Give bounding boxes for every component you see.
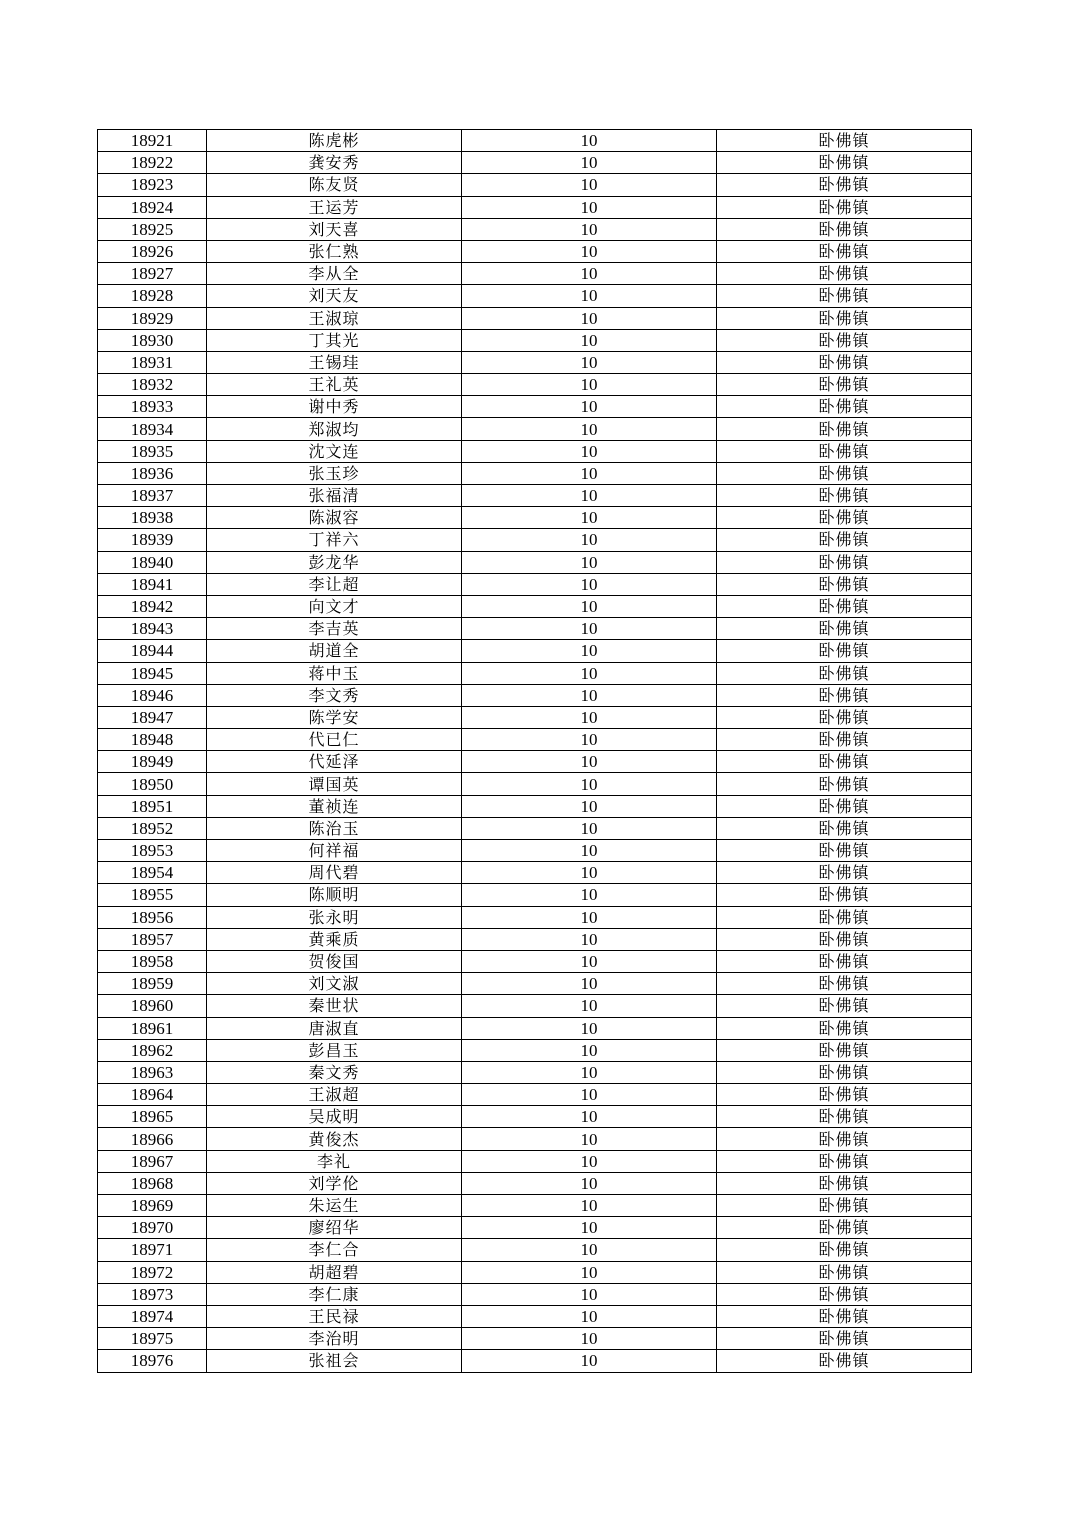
amount-cell: 10 xyxy=(462,1061,717,1083)
table-row xyxy=(98,1039,972,1061)
town-cell: 卧佛镇 xyxy=(717,351,972,373)
amount-cell: 10 xyxy=(462,840,717,862)
table-row xyxy=(98,130,972,152)
table-row xyxy=(98,1195,972,1217)
table-row xyxy=(98,1061,972,1083)
amount-cell: 10 xyxy=(462,928,717,950)
name-cell: 张福清 xyxy=(207,485,462,507)
town-cell: 卧佛镇 xyxy=(717,1195,972,1217)
table-row xyxy=(98,263,972,285)
amount-cell: 10 xyxy=(462,1261,717,1283)
town-cell: 卧佛镇 xyxy=(717,285,972,307)
name-cell: 陈友贤 xyxy=(207,174,462,196)
town-cell: 卧佛镇 xyxy=(717,595,972,617)
town-cell: 卧佛镇 xyxy=(717,573,972,595)
row-number-cell: 18928 xyxy=(98,285,207,307)
table-row xyxy=(98,640,972,662)
town-cell: 卧佛镇 xyxy=(717,1061,972,1083)
name-cell: 沈文连 xyxy=(207,440,462,462)
name-cell: 朱运生 xyxy=(207,1195,462,1217)
row-number-cell: 18946 xyxy=(98,684,207,706)
row-number-cell: 18970 xyxy=(98,1217,207,1239)
row-number-cell: 18967 xyxy=(98,1150,207,1172)
town-cell: 卧佛镇 xyxy=(717,174,972,196)
amount-cell: 10 xyxy=(462,1150,717,1172)
town-cell: 卧佛镇 xyxy=(717,840,972,862)
town-cell: 卧佛镇 xyxy=(717,1172,972,1194)
row-number-cell: 18937 xyxy=(98,485,207,507)
row-number-cell: 18933 xyxy=(98,396,207,418)
name-cell: 李治明 xyxy=(207,1328,462,1350)
town-cell: 卧佛镇 xyxy=(717,662,972,684)
amount-cell: 10 xyxy=(462,1239,717,1261)
amount-cell: 10 xyxy=(462,751,717,773)
amount-cell: 10 xyxy=(462,285,717,307)
name-cell: 黄乘质 xyxy=(207,928,462,950)
amount-cell: 10 xyxy=(462,1350,717,1372)
table-row xyxy=(98,351,972,373)
amount-cell: 10 xyxy=(462,374,717,396)
table-row xyxy=(98,285,972,307)
amount-cell: 10 xyxy=(462,1283,717,1305)
town-cell: 卧佛镇 xyxy=(717,529,972,551)
table-row xyxy=(98,1239,972,1261)
amount-cell: 10 xyxy=(462,130,717,152)
town-cell: 卧佛镇 xyxy=(717,950,972,972)
table-row xyxy=(98,950,972,972)
name-cell: 蒋中玉 xyxy=(207,662,462,684)
row-number-cell: 18943 xyxy=(98,618,207,640)
table-row xyxy=(98,706,972,728)
row-number-cell: 18975 xyxy=(98,1328,207,1350)
subsidy-list-table xyxy=(97,129,972,1373)
amount-cell: 10 xyxy=(462,1017,717,1039)
row-number-cell: 18948 xyxy=(98,729,207,751)
table-row xyxy=(98,1128,972,1150)
amount-cell: 10 xyxy=(462,152,717,174)
town-cell: 卧佛镇 xyxy=(717,640,972,662)
table-row xyxy=(98,1261,972,1283)
amount-cell: 10 xyxy=(462,995,717,1017)
amount-cell: 10 xyxy=(462,684,717,706)
town-cell: 卧佛镇 xyxy=(717,795,972,817)
name-cell: 李礼 xyxy=(207,1150,462,1172)
town-cell: 卧佛镇 xyxy=(717,485,972,507)
table-row xyxy=(98,795,972,817)
town-cell: 卧佛镇 xyxy=(717,1239,972,1261)
row-number-cell: 18940 xyxy=(98,551,207,573)
town-cell: 卧佛镇 xyxy=(717,906,972,928)
amount-cell: 10 xyxy=(462,1128,717,1150)
row-number-cell: 18942 xyxy=(98,595,207,617)
town-cell: 卧佛镇 xyxy=(717,152,972,174)
name-cell: 李仁康 xyxy=(207,1283,462,1305)
town-cell: 卧佛镇 xyxy=(717,751,972,773)
row-number-cell: 18952 xyxy=(98,817,207,839)
table-row xyxy=(98,374,972,396)
name-cell: 代已仁 xyxy=(207,729,462,751)
row-number-cell: 18955 xyxy=(98,884,207,906)
table-row xyxy=(98,196,972,218)
name-cell: 丁祥六 xyxy=(207,529,462,551)
amount-cell: 10 xyxy=(462,440,717,462)
table-row xyxy=(98,817,972,839)
amount-cell: 10 xyxy=(462,174,717,196)
row-number-cell: 18961 xyxy=(98,1017,207,1039)
town-cell: 卧佛镇 xyxy=(717,396,972,418)
amount-cell: 10 xyxy=(462,573,717,595)
table-row xyxy=(98,1217,972,1239)
row-number-cell: 18972 xyxy=(98,1261,207,1283)
row-number-cell: 18931 xyxy=(98,351,207,373)
row-number-cell: 18973 xyxy=(98,1283,207,1305)
town-cell: 卧佛镇 xyxy=(717,1084,972,1106)
row-number-cell: 18954 xyxy=(98,862,207,884)
town-cell: 卧佛镇 xyxy=(717,507,972,529)
table-row xyxy=(98,973,972,995)
name-cell: 董祯连 xyxy=(207,795,462,817)
row-number-cell: 18930 xyxy=(98,329,207,351)
name-cell: 王民禄 xyxy=(207,1305,462,1327)
row-number-cell: 18936 xyxy=(98,462,207,484)
name-cell: 黄俊杰 xyxy=(207,1128,462,1150)
row-number-cell: 18969 xyxy=(98,1195,207,1217)
row-number-cell: 18921 xyxy=(98,130,207,152)
row-number-cell: 18932 xyxy=(98,374,207,396)
row-number-cell: 18964 xyxy=(98,1084,207,1106)
table-row xyxy=(98,462,972,484)
row-number-cell: 18951 xyxy=(98,795,207,817)
table-row xyxy=(98,329,972,351)
town-cell: 卧佛镇 xyxy=(717,706,972,728)
name-cell: 王运芳 xyxy=(207,196,462,218)
amount-cell: 10 xyxy=(462,640,717,662)
name-cell: 陈学安 xyxy=(207,706,462,728)
table-row xyxy=(98,773,972,795)
name-cell: 王礼英 xyxy=(207,374,462,396)
table-row xyxy=(98,751,972,773)
amount-cell: 10 xyxy=(462,551,717,573)
row-number-cell: 18944 xyxy=(98,640,207,662)
table-row xyxy=(98,152,972,174)
amount-cell: 10 xyxy=(462,351,717,373)
amount-cell: 10 xyxy=(462,618,717,640)
table-row xyxy=(98,551,972,573)
row-number-cell: 18925 xyxy=(98,218,207,240)
town-cell: 卧佛镇 xyxy=(717,884,972,906)
table-row xyxy=(98,573,972,595)
name-cell: 周代碧 xyxy=(207,862,462,884)
name-cell: 李从全 xyxy=(207,263,462,285)
name-cell: 张祖会 xyxy=(207,1350,462,1372)
row-number-cell: 18950 xyxy=(98,773,207,795)
name-cell: 王淑超 xyxy=(207,1084,462,1106)
row-number-cell: 18935 xyxy=(98,440,207,462)
table-row xyxy=(98,396,972,418)
name-cell: 陈淑容 xyxy=(207,507,462,529)
table-row xyxy=(98,928,972,950)
name-cell: 刘天喜 xyxy=(207,218,462,240)
row-number-cell: 18968 xyxy=(98,1172,207,1194)
town-cell: 卧佛镇 xyxy=(717,196,972,218)
row-number-cell: 18947 xyxy=(98,706,207,728)
row-number-cell: 18939 xyxy=(98,529,207,551)
amount-cell: 10 xyxy=(462,973,717,995)
town-cell: 卧佛镇 xyxy=(717,1283,972,1305)
amount-cell: 10 xyxy=(462,240,717,262)
town-cell: 卧佛镇 xyxy=(717,418,972,440)
amount-cell: 10 xyxy=(462,862,717,884)
row-number-cell: 18976 xyxy=(98,1350,207,1372)
name-cell: 唐淑直 xyxy=(207,1017,462,1039)
row-number-cell: 18924 xyxy=(98,196,207,218)
name-cell: 何祥福 xyxy=(207,840,462,862)
name-cell: 王锡珪 xyxy=(207,351,462,373)
table-row xyxy=(98,995,972,1017)
name-cell: 代延泽 xyxy=(207,751,462,773)
table-row xyxy=(98,1017,972,1039)
row-number-cell: 18958 xyxy=(98,950,207,972)
amount-cell: 10 xyxy=(462,1172,717,1194)
table-row xyxy=(98,862,972,884)
name-cell: 张玉珍 xyxy=(207,462,462,484)
amount-cell: 10 xyxy=(462,263,717,285)
row-number-cell: 18956 xyxy=(98,906,207,928)
table-row xyxy=(98,174,972,196)
name-cell: 胡超碧 xyxy=(207,1261,462,1283)
row-number-cell: 18941 xyxy=(98,573,207,595)
name-cell: 李让超 xyxy=(207,573,462,595)
table-row xyxy=(98,240,972,262)
amount-cell: 10 xyxy=(462,1039,717,1061)
table-row xyxy=(98,906,972,928)
table-row xyxy=(98,418,972,440)
row-number-cell: 18926 xyxy=(98,240,207,262)
name-cell: 廖绍华 xyxy=(207,1217,462,1239)
table-row xyxy=(98,507,972,529)
amount-cell: 10 xyxy=(462,218,717,240)
table-row xyxy=(98,1305,972,1327)
town-cell: 卧佛镇 xyxy=(717,240,972,262)
table-row xyxy=(98,684,972,706)
table-row xyxy=(98,218,972,240)
town-cell: 卧佛镇 xyxy=(717,1128,972,1150)
amount-cell: 10 xyxy=(462,662,717,684)
town-cell: 卧佛镇 xyxy=(717,729,972,751)
amount-cell: 10 xyxy=(462,795,717,817)
name-cell: 谢中秀 xyxy=(207,396,462,418)
town-cell: 卧佛镇 xyxy=(717,440,972,462)
table-row xyxy=(98,529,972,551)
name-cell: 向文才 xyxy=(207,595,462,617)
town-cell: 卧佛镇 xyxy=(717,928,972,950)
row-number-cell: 18962 xyxy=(98,1039,207,1061)
row-number-cell: 18959 xyxy=(98,973,207,995)
amount-cell: 10 xyxy=(462,706,717,728)
town-cell: 卧佛镇 xyxy=(717,329,972,351)
row-number-cell: 18966 xyxy=(98,1128,207,1150)
table-row xyxy=(98,840,972,862)
name-cell: 郑淑均 xyxy=(207,418,462,440)
town-cell: 卧佛镇 xyxy=(717,1217,972,1239)
amount-cell: 10 xyxy=(462,729,717,751)
table-row xyxy=(98,307,972,329)
amount-cell: 10 xyxy=(462,906,717,928)
row-number-cell: 18929 xyxy=(98,307,207,329)
row-number-cell: 18963 xyxy=(98,1061,207,1083)
amount-cell: 10 xyxy=(462,418,717,440)
name-cell: 彭昌玉 xyxy=(207,1039,462,1061)
town-cell: 卧佛镇 xyxy=(717,1106,972,1128)
amount-cell: 10 xyxy=(462,773,717,795)
name-cell: 李吉英 xyxy=(207,618,462,640)
table-row xyxy=(98,1328,972,1350)
name-cell: 李仁合 xyxy=(207,1239,462,1261)
amount-cell: 10 xyxy=(462,1084,717,1106)
town-cell: 卧佛镇 xyxy=(717,1039,972,1061)
town-cell: 卧佛镇 xyxy=(717,374,972,396)
amount-cell: 10 xyxy=(462,1305,717,1327)
town-cell: 卧佛镇 xyxy=(717,1305,972,1327)
name-cell: 陈顺明 xyxy=(207,884,462,906)
town-cell: 卧佛镇 xyxy=(717,130,972,152)
amount-cell: 10 xyxy=(462,884,717,906)
document-page xyxy=(97,129,972,1373)
amount-cell: 10 xyxy=(462,1217,717,1239)
table-row xyxy=(98,1283,972,1305)
table-row xyxy=(98,729,972,751)
town-cell: 卧佛镇 xyxy=(717,1150,972,1172)
town-cell: 卧佛镇 xyxy=(717,1017,972,1039)
town-cell: 卧佛镇 xyxy=(717,218,972,240)
name-cell: 吴成明 xyxy=(207,1106,462,1128)
table-row xyxy=(98,485,972,507)
town-cell: 卧佛镇 xyxy=(717,1350,972,1372)
amount-cell: 10 xyxy=(462,196,717,218)
amount-cell: 10 xyxy=(462,595,717,617)
row-number-cell: 18923 xyxy=(98,174,207,196)
town-cell: 卧佛镇 xyxy=(717,462,972,484)
amount-cell: 10 xyxy=(462,307,717,329)
name-cell: 刘文淑 xyxy=(207,973,462,995)
row-number-cell: 18965 xyxy=(98,1106,207,1128)
amount-cell: 10 xyxy=(462,462,717,484)
row-number-cell: 18945 xyxy=(98,662,207,684)
name-cell: 王淑琼 xyxy=(207,307,462,329)
row-number-cell: 18927 xyxy=(98,263,207,285)
town-cell: 卧佛镇 xyxy=(717,973,972,995)
amount-cell: 10 xyxy=(462,529,717,551)
amount-cell: 10 xyxy=(462,396,717,418)
amount-cell: 10 xyxy=(462,817,717,839)
table-row xyxy=(98,1106,972,1128)
row-number-cell: 18957 xyxy=(98,928,207,950)
name-cell: 李文秀 xyxy=(207,684,462,706)
row-number-cell: 18960 xyxy=(98,995,207,1017)
town-cell: 卧佛镇 xyxy=(717,862,972,884)
table-row xyxy=(98,1150,972,1172)
amount-cell: 10 xyxy=(462,1106,717,1128)
table-row xyxy=(98,1350,972,1372)
name-cell: 张仁熟 xyxy=(207,240,462,262)
row-number-cell: 18922 xyxy=(98,152,207,174)
town-cell: 卧佛镇 xyxy=(717,995,972,1017)
amount-cell: 10 xyxy=(462,950,717,972)
town-cell: 卧佛镇 xyxy=(717,307,972,329)
table-row xyxy=(98,1172,972,1194)
row-number-cell: 18971 xyxy=(98,1239,207,1261)
name-cell: 秦世状 xyxy=(207,995,462,1017)
town-cell: 卧佛镇 xyxy=(717,1328,972,1350)
name-cell: 陈治玉 xyxy=(207,817,462,839)
town-cell: 卧佛镇 xyxy=(717,817,972,839)
table-row xyxy=(98,618,972,640)
table-row xyxy=(98,595,972,617)
amount-cell: 10 xyxy=(462,1195,717,1217)
name-cell: 刘天友 xyxy=(207,285,462,307)
town-cell: 卧佛镇 xyxy=(717,773,972,795)
town-cell: 卧佛镇 xyxy=(717,263,972,285)
name-cell: 丁其光 xyxy=(207,329,462,351)
row-number-cell: 18953 xyxy=(98,840,207,862)
row-number-cell: 18938 xyxy=(98,507,207,529)
table-row xyxy=(98,440,972,462)
name-cell: 彭龙华 xyxy=(207,551,462,573)
table-row xyxy=(98,884,972,906)
row-number-cell: 18949 xyxy=(98,751,207,773)
town-cell: 卧佛镇 xyxy=(717,618,972,640)
amount-cell: 10 xyxy=(462,329,717,351)
name-cell: 贺俊国 xyxy=(207,950,462,972)
amount-cell: 10 xyxy=(462,507,717,529)
town-cell: 卧佛镇 xyxy=(717,1261,972,1283)
name-cell: 张永明 xyxy=(207,906,462,928)
name-cell: 胡道全 xyxy=(207,640,462,662)
name-cell: 谭国英 xyxy=(207,773,462,795)
name-cell: 龚安秀 xyxy=(207,152,462,174)
amount-cell: 10 xyxy=(462,1328,717,1350)
table-row xyxy=(98,1084,972,1106)
name-cell: 秦文秀 xyxy=(207,1061,462,1083)
name-cell: 陈虎彬 xyxy=(207,130,462,152)
name-cell: 刘学伦 xyxy=(207,1172,462,1194)
table-row xyxy=(98,662,972,684)
row-number-cell: 18934 xyxy=(98,418,207,440)
town-cell: 卧佛镇 xyxy=(717,551,972,573)
table-body xyxy=(98,130,972,1373)
amount-cell: 10 xyxy=(462,485,717,507)
town-cell: 卧佛镇 xyxy=(717,684,972,706)
row-number-cell: 18974 xyxy=(98,1305,207,1327)
